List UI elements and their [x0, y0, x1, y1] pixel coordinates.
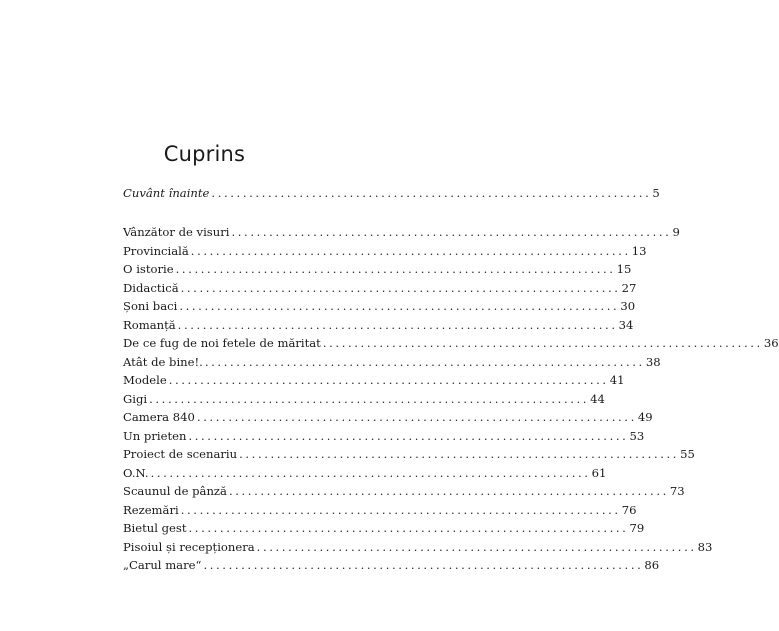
toc-entry-preface [123, 184, 660, 203]
leader-dots: ...................................................................... [190, 243, 631, 258]
toc-entry-page: 73 [669, 484, 685, 498]
toc-entry-label: Scaunul de pânză [123, 484, 227, 498]
toc-entry [123, 279, 637, 298]
toc-entry-page: 36 [763, 336, 779, 350]
toc-entry [123, 464, 607, 483]
toc-entry-label: Pisoiul și recepționera [123, 539, 255, 554]
leader-dots: ...................................................................... [149, 391, 590, 406]
toc-entry-page: 61 [591, 465, 607, 480]
toc-entry-page: 41 [609, 373, 625, 387]
toc-entry [123, 445, 695, 464]
toc-entry [123, 556, 660, 575]
toc-entry-page: 9 [672, 225, 680, 239]
leader-dots: ...................................................................... [177, 317, 618, 332]
leader-dots: ...................................................................... [322, 336, 763, 350]
toc-entry [123, 538, 713, 557]
toc-entry-page: 49 [637, 410, 653, 424]
toc-entry-page: 53 [629, 428, 645, 443]
leader-dots: ...................................................................... [188, 521, 629, 535]
toc-entry-label: Camera 840 [123, 410, 195, 424]
toc-entry-label: „Carul mare“ [123, 558, 202, 572]
toc-entry [123, 297, 636, 316]
toc-entry-page: 13 [631, 243, 647, 258]
toc-entry [123, 242, 647, 261]
leader-dots: ...................................................................... [196, 410, 637, 424]
toc-entry-label: Gigi [123, 391, 148, 406]
toc-entry-label: De ce fug de noi fetele de măritat [123, 336, 321, 350]
leader-dots: ...................................................................... [150, 465, 591, 480]
toc-entry-page: 44 [590, 391, 605, 406]
leader-dots: ...................................................................... [231, 225, 672, 239]
toc-preface [123, 184, 660, 203]
toc-entry-label: O istorie [123, 262, 174, 276]
toc-entry [123, 482, 685, 501]
toc-list [123, 223, 779, 575]
leader-dots: ...................................................................... [175, 262, 616, 276]
toc-entry-page: 5 [652, 186, 660, 200]
toc-entry-page: 83 [697, 539, 713, 554]
toc-entry-label: Romanță [123, 317, 176, 332]
leader-dots: ...................................................................... [239, 447, 680, 461]
toc-entry [123, 334, 779, 353]
toc-entry-page: 38 [645, 354, 661, 369]
toc-entry-page: 76 [621, 502, 637, 517]
toc-entry-label: Cuvânt înainte [123, 186, 210, 200]
toc-entry [123, 427, 645, 446]
toc-entry-label: Vânzător de visuri [123, 225, 230, 239]
leader-dots: ...................................................................... [180, 502, 621, 517]
toc-entry-label: Rezemări [123, 502, 179, 517]
toc-entry [123, 519, 645, 538]
toc-entry-label: Șoni baci [123, 299, 178, 313]
toc-entry-page: 79 [629, 521, 645, 535]
leader-dots: ...................................................................... [228, 484, 669, 498]
toc-entry-label: Didactică [123, 280, 179, 295]
leader-dots: ...................................................................... [179, 299, 620, 313]
toc-entry [123, 390, 605, 409]
leader-dots: ...................................................................... [211, 186, 652, 200]
toc-entry-label: Provincială [123, 243, 189, 258]
toc-entry-page: 15 [616, 262, 632, 276]
toc-entry-page: 55 [680, 447, 695, 461]
toc-entry-label: Atât de bine!. [123, 354, 203, 369]
toc-entry-page: 86 [644, 558, 660, 572]
toc-entry-page: 27 [621, 280, 637, 295]
toc-entry [123, 353, 661, 372]
leader-dots: ...................................................................... [180, 280, 621, 295]
leader-dots: ...................................................................... [204, 354, 645, 369]
toc-entry [123, 408, 653, 427]
leader-dots: ...................................................................... [203, 558, 644, 572]
toc-entry-label: O.N. [123, 465, 149, 480]
toc-entry-label: Bietul gest [123, 521, 187, 535]
toc-entry [123, 501, 637, 520]
toc-entry [123, 371, 625, 390]
leader-dots: ...................................................................... [188, 428, 629, 443]
toc-entry-label: Un prieten [123, 428, 187, 443]
toc-entry [123, 260, 632, 279]
leader-dots: ...................................................................... [256, 539, 697, 554]
toc-entry [123, 223, 680, 242]
toc-entry [123, 316, 634, 335]
leader-dots: ...................................................................... [168, 373, 609, 387]
page-title: Cuprins [163, 142, 246, 166]
toc-entry-label: Proiect de scenariu [123, 447, 238, 461]
toc-entry-page: 30 [620, 299, 636, 313]
toc-entry-page: 34 [618, 317, 634, 332]
toc-entry-label: Modele [123, 373, 167, 387]
